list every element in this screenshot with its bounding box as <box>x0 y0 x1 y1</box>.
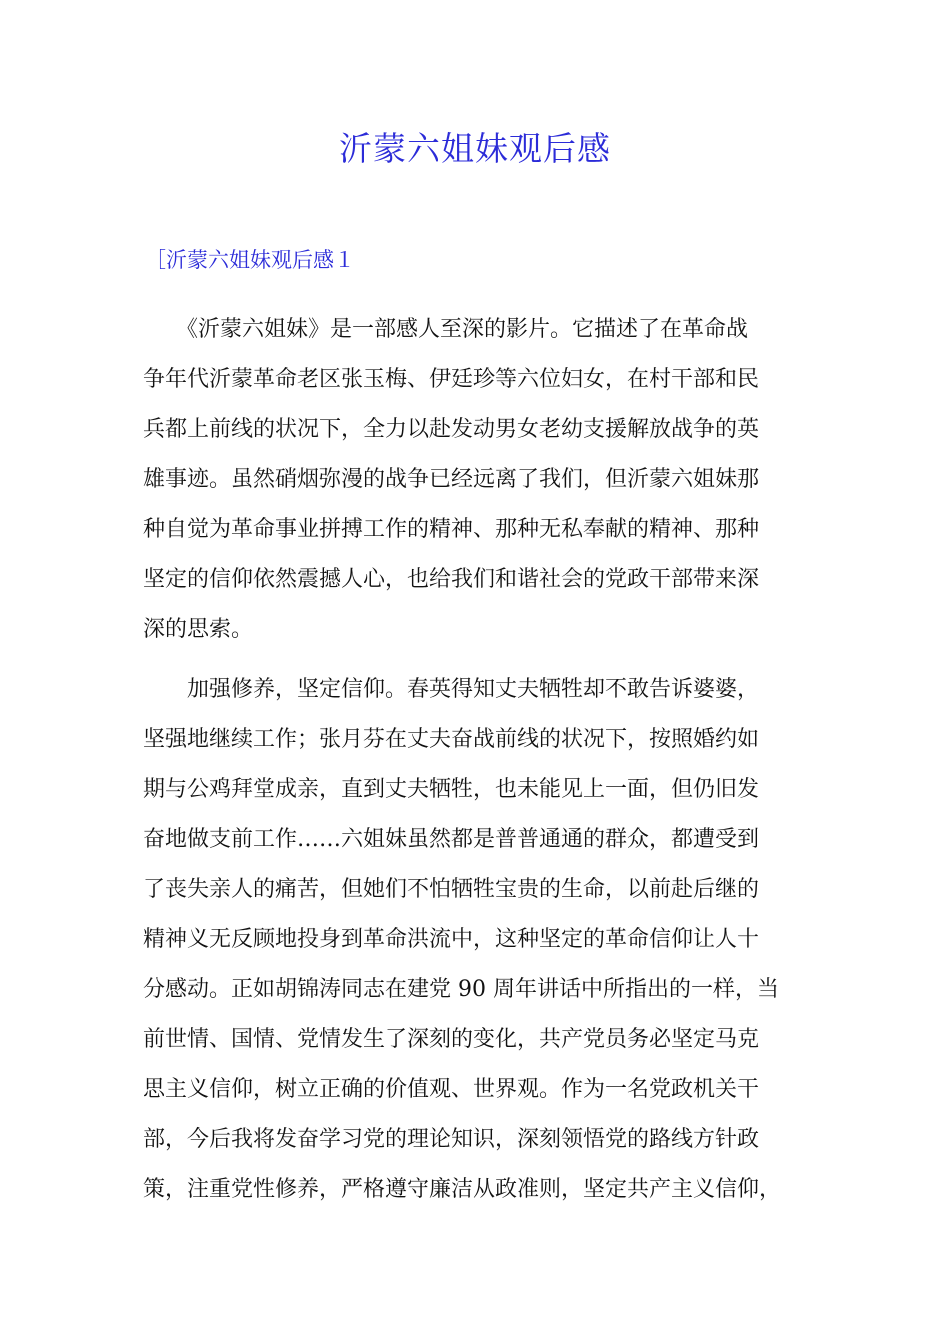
paragraph-line: 部，今后我将发奋学习党的理论知识，深刻领悟党的路线方针政 <box>143 1127 760 1152</box>
paragraph-line: 分感动。正如胡锦涛同志在建党 90 周年讲话中所指出的一样，当 <box>143 977 779 1002</box>
paragraph-line: 期与公鸡拜堂成亲，直到丈夫牺牲，也未能见上一面，但仍旧发 <box>143 777 760 802</box>
paragraph-line: 了丧失亲人的痛苦，但她们不怕牺牲宝贵的生命，以前赴后继的 <box>143 877 760 902</box>
paragraph-line: 精神义无反顾地投身到革命洪流中，这种坚定的革命信仰让人十 <box>143 927 760 952</box>
paragraph-line: 《沂蒙六姐妹》是一部感人至深的影片。它描述了在革命战 <box>143 317 749 342</box>
paragraph-line: 加强修养，坚定信仰。春英得知丈夫牺牲却不敢告诉婆婆， <box>143 677 760 702</box>
paragraph-line: 前世情、国情、党情发生了深刻的变化，共产党员务必坚定马克 <box>143 1027 760 1052</box>
paragraph-2 <box>143 665 823 1215</box>
document-title: 沂蒙六姐妹观后感 <box>339 129 611 168</box>
paragraph-line: 思主义信仰，树立正确的价值观、世界观。作为一名党政机关干 <box>143 1077 760 1102</box>
paragraph-line: 策，注重党性修养，严格遵守廉洁从政准则，坚定共产主义信仰， <box>143 1177 782 1202</box>
paragraph-line: 兵都上前线的状况下，全力以赴发动男女老幼支援解放战争的英 <box>143 417 760 442</box>
paragraph-line: 争年代沂蒙革命老区张玉梅、伊廷珍等六位妇女，在村干部和民 <box>143 367 760 392</box>
paragraph-line: 坚强地继续工作；张月芬在丈夫奋战前线的状况下，按照婚约如 <box>143 727 760 752</box>
paragraph-1 <box>143 305 823 655</box>
section-heading: ［沂蒙六姐妹观后感１ <box>145 248 355 272</box>
paragraph-line: 雄事迹。虽然硝烟弥漫的战争已经远离了我们，但沂蒙六姐妹那 <box>143 467 760 492</box>
paragraph-line: 坚定的信仰依然震撼人心，也给我们和谐社会的党政干部带来深 <box>143 567 760 592</box>
paragraph-line: 种自觉为革命事业拼搏工作的精神、那种无私奉献的精神、那种 <box>143 517 760 542</box>
paragraph-line: 深的思索。 <box>143 617 254 642</box>
paragraph-line: 奋地做支前工作……六姐妹虽然都是普普通通的群众，都遭受到 <box>143 827 760 852</box>
